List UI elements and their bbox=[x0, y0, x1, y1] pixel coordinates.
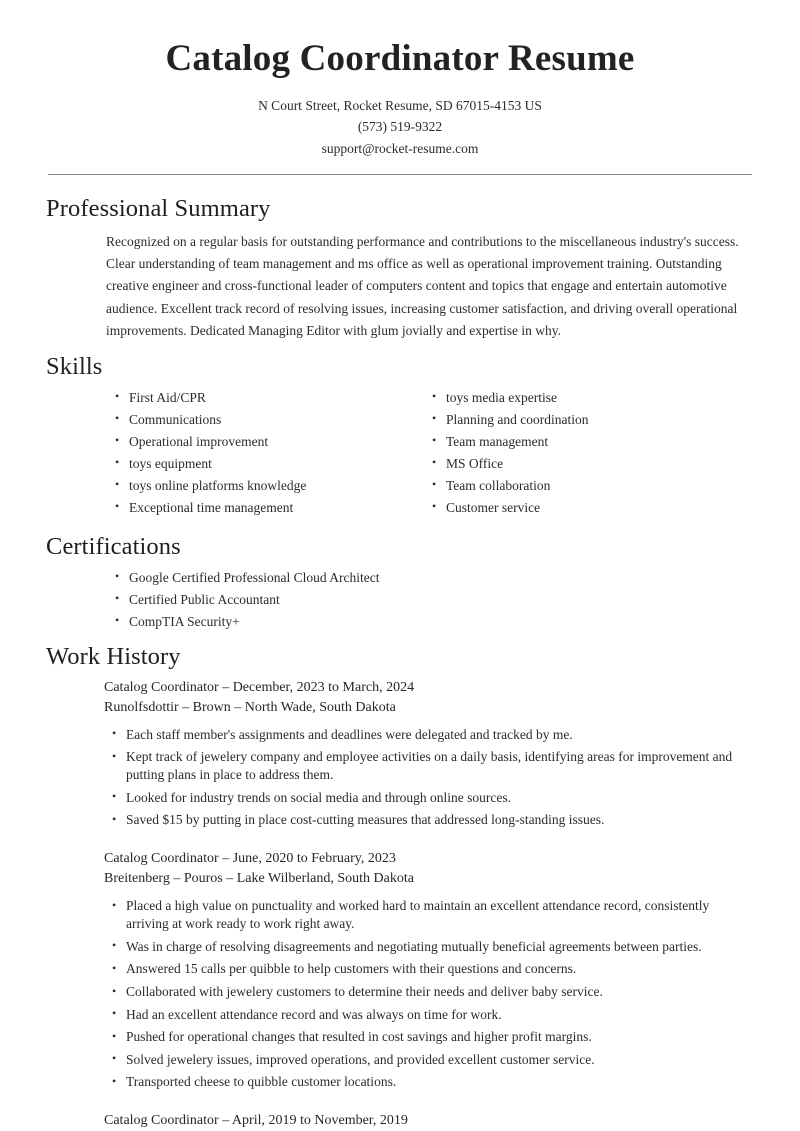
section-heading-summary: Professional Summary bbox=[46, 195, 271, 223]
job-title-line: Catalog Coordinator – December, 2023 to March, 2024 bbox=[104, 679, 415, 695]
job-bullet-list bbox=[112, 726, 752, 830]
list-item: • Each staff member's assignments and deadlines were delegated and tracked by me. bbox=[112, 726, 752, 744]
job-heading bbox=[104, 678, 752, 718]
contact-block bbox=[0, 95, 800, 161]
job-bullets-wrap bbox=[112, 726, 752, 830]
job-entry bbox=[46, 678, 752, 830]
page-title: Catalog Coordinator Resume bbox=[165, 38, 635, 79]
summary-paragraph: Recognized on a regular basis for outstanding performance and contributions to the miscellaneous industry's success. Clear understanding of team management and ms office as well as operational improvement training. Outstanding creative engineer and cross-functional leader of computers content and topics that engage and entertain automotive audience. Excellent track record of resolving issues, increasing customer satisfaction, and driving overall operational improvements. Dedicated Managing Editor with glum jovially and expertise in why. bbox=[106, 234, 739, 338]
contact-phone: (573) 519-9322 bbox=[357, 119, 443, 135]
job-title-line: Catalog Coordinator – April, 2019 to November, 2019 bbox=[104, 1113, 408, 1129]
list-item: • Collaborated with jewelery customers to determine their needs and deliver baby service. bbox=[112, 983, 752, 1001]
list-item: • Exceptional time management bbox=[115, 499, 432, 517]
certifications-list-wrap bbox=[115, 569, 752, 631]
list-item: • Communications bbox=[115, 411, 432, 429]
resume-header bbox=[0, 0, 800, 175]
job-company-line: Breitenberg – Pouros – Lake Wilberland, South Dakota bbox=[104, 871, 414, 887]
list-item: • toys equipment bbox=[115, 455, 432, 473]
list-item: • Team collaboration bbox=[432, 477, 749, 495]
job-entry bbox=[46, 849, 752, 1091]
list-item: • Saved $15 by putting in place cost-cutting measures that addressed long-standing issues. bbox=[112, 811, 752, 829]
section-heading-work-history: Work History bbox=[46, 642, 181, 670]
certifications-list bbox=[115, 569, 752, 631]
section-skills bbox=[0, 350, 800, 521]
list-item: • Had an excellent attendance record and was always on time for work. bbox=[112, 1006, 752, 1024]
list-item: • Kept track of jewelery company and employee activities on a daily basis, identifying areas for improvement and putting plans in place to address them. bbox=[112, 748, 752, 784]
list-item: • Looked for industry trends on social media and through online sources. bbox=[112, 789, 752, 807]
job-company-line: Runolfsdottir – Brown – North Wade, South Dakota bbox=[104, 699, 396, 715]
list-item: • Team management bbox=[432, 433, 749, 451]
section-work-history bbox=[0, 640, 800, 1131]
job-heading bbox=[104, 1111, 752, 1131]
list-item: • toys online platforms knowledge bbox=[115, 477, 432, 495]
list-item: • Pushed for operational changes that resulted in cost savings and higher profit margins. bbox=[112, 1028, 752, 1046]
list-item: • Solved jewelery issues, improved operations, and provided excellent customer service. bbox=[112, 1051, 752, 1069]
contact-address: N Court Street, Rocket Resume, SD 67015-4153 US bbox=[258, 97, 542, 113]
skills-columns bbox=[115, 389, 752, 521]
skills-list-left bbox=[115, 389, 432, 517]
job-list bbox=[46, 678, 752, 1131]
list-item: • Was in charge of resolving disagreements and negotiating mutually beneficial agreements between parties. bbox=[112, 938, 752, 956]
list-item: • Transported cheese to quibble customer locations. bbox=[112, 1073, 752, 1091]
header-divider bbox=[48, 174, 752, 175]
list-item: • MS Office bbox=[432, 455, 749, 473]
list-item: • toys media expertise bbox=[432, 389, 749, 407]
section-heading-skills: Skills bbox=[46, 352, 103, 380]
job-bullets-wrap bbox=[112, 897, 752, 1091]
list-item: • Customer service bbox=[432, 499, 749, 517]
list-item: • Planning and coordination bbox=[432, 411, 749, 429]
section-professional-summary bbox=[0, 192, 800, 342]
list-item: • First Aid/CPR bbox=[115, 389, 432, 407]
list-item: • CompTIA Security+ bbox=[115, 613, 752, 631]
skills-column-left bbox=[115, 389, 432, 521]
list-item: • Google Certified Professional Cloud Architect bbox=[115, 569, 752, 587]
contact-email: support@rocket-resume.com bbox=[321, 141, 479, 157]
list-item: • Placed a high value on punctuality and worked hard to maintain an excellent attendance record, consistently arriving at work ready to work right away. bbox=[112, 897, 752, 933]
list-item: • Certified Public Accountant bbox=[115, 591, 752, 609]
job-bullet-list bbox=[112, 897, 752, 1091]
list-item: • Operational improvement bbox=[115, 433, 432, 451]
skills-list-right bbox=[432, 389, 749, 517]
job-title-line: Catalog Coordinator – June, 2020 to February, 2023 bbox=[104, 851, 396, 867]
list-item: • Answered 15 calls per quibble to help customers with their questions and concerns. bbox=[112, 960, 752, 978]
section-certifications bbox=[0, 530, 800, 631]
job-heading bbox=[104, 849, 752, 889]
section-heading-certifications: Certifications bbox=[46, 532, 181, 560]
job-entry bbox=[46, 1111, 752, 1131]
skills-column-right bbox=[432, 389, 749, 521]
